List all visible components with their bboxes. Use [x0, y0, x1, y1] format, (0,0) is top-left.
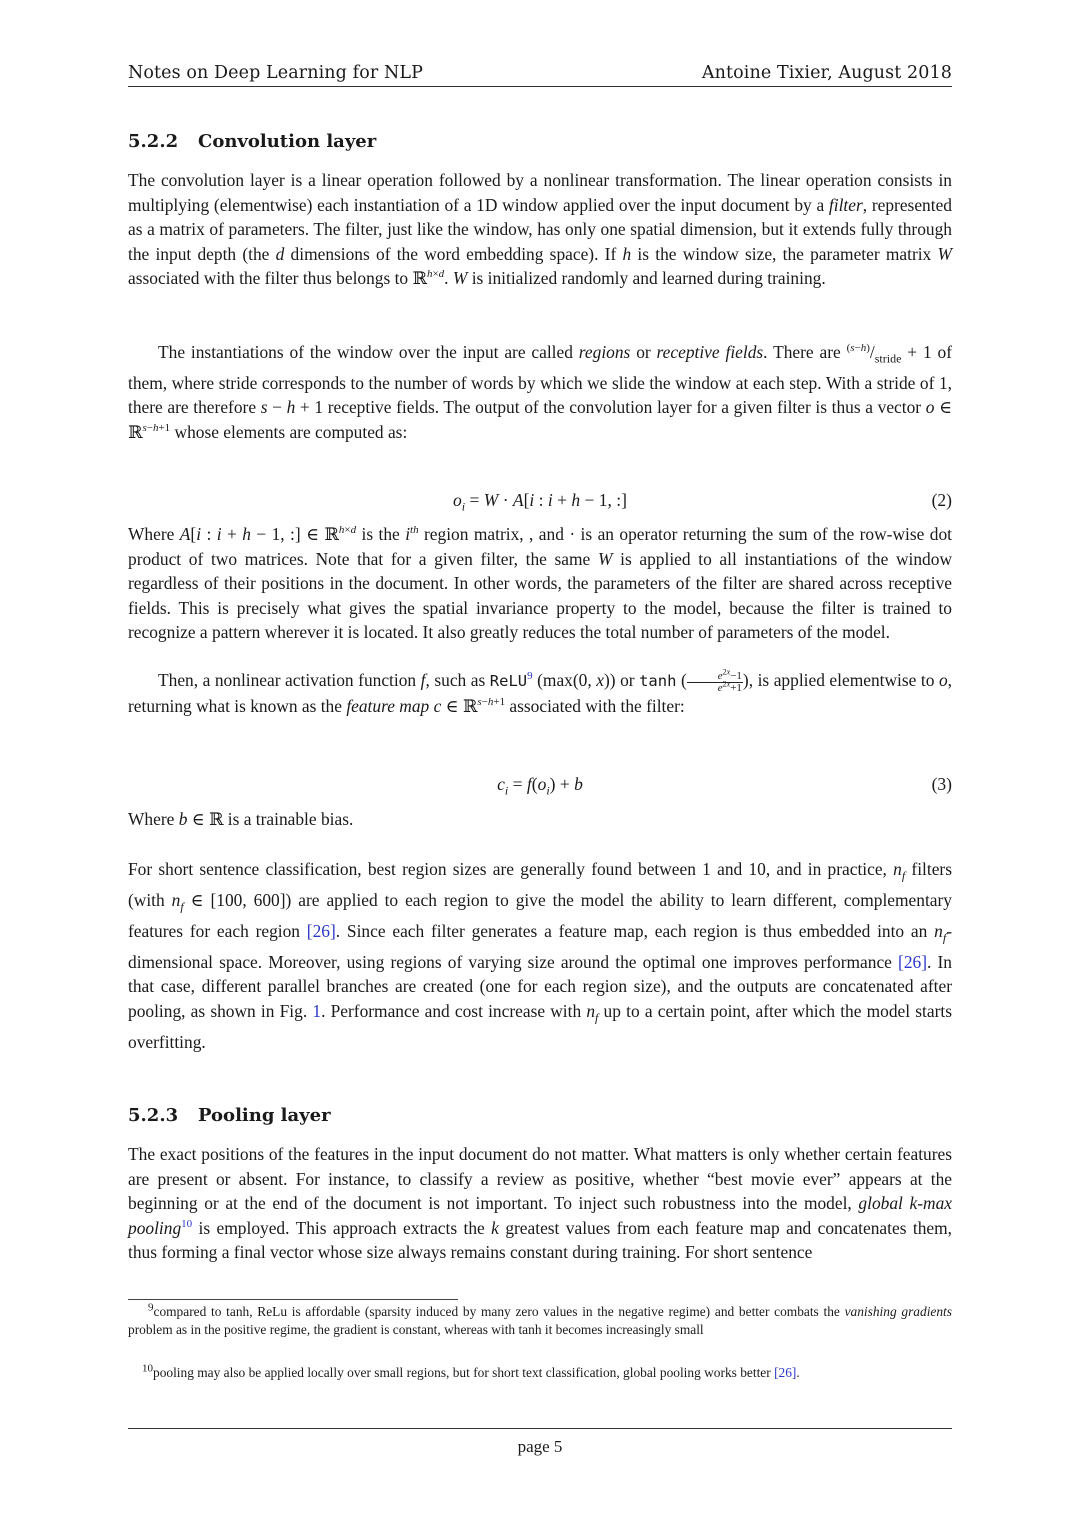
page-number: page 5 [517, 1437, 563, 1456]
equation-2 [128, 487, 952, 513]
footnote-10: $^{10}$pooling may also be applied locally over small regions, but for short text classification, global pooling works better [26]. [142, 1362, 800, 1380]
footnote-rule [128, 1299, 458, 1300]
paragraph-region-sizes: For short sentence classification, best region sizes are generally found between 1 and 10, and in practice, $n_f$ filters (with $n_f$ ∈ [100, 600]) are applied to each region to give the model the ability to learn different, complementary features for each region [26]. Since each filter generates a feature map, each region is thus embedded into an $n_f$-dimensional space. Moreover, using regions of varying size around the optimal one improves performance [26]. In that case, different parallel branches are created (one for each region size), and the outputs are concatenated after pooling, as shown in Fig. 1. Performance and cost increase with $n_f$ up to a certain point, after which the model starts overfitting. [128, 859, 953, 1052]
paragraph-receptive-fields: The instantiations of the window over the input are called regions or receptive fields. There are $^{(s-h)}/_{stride} + 1$ of them, where stride corresponds to the number of words by which we slide the window at each step. With a stride of 1, there are therefore s − h + 1 receptive fields. The output of the convolution layer for a given filter is thus a vector o ∈ ℝ$^{s-h+1}$ whose elements are computed as: [128, 342, 952, 442]
section-heading-convolution: 5.2.2 Convolution layer [128, 131, 377, 152]
equation-3-number: (3) [931, 774, 952, 794]
equation-2-number: (2) [931, 490, 952, 510]
header-rule [128, 86, 952, 87]
running-header [128, 62, 952, 84]
section-heading-pooling: 5.2.3 Pooling layer [128, 1105, 331, 1126]
header-left: Notes on Deep Learning for NLP [128, 63, 423, 83]
paragraph-region-matrix: Where A[i : i + h − 1, :] ∈ ℝ$^{h\times d}$ is the $i^{th}$ region matrix, , and · is an operator returning the sum of the row-wise dot product of two matrices. Note that for a given filter, the same W is applied to all instantiations of the window regardless of their positions in the document. In other words, the parameters of the filter are shared across receptive fields. This is precisely what gives the spatial invariance property to the model, because the filter is trained to recognize a pattern wherever it is located. It also greatly reduces the total number of parameters of the model. [128, 524, 953, 642]
footnote-9: $^9$compared to tanh, ReLu is affordable (sparsity induced by many zero values in the negative regime) and better combats the vanishing gradients problem as in the positive regime, the gradient is constant, whereas with tanh it becomes increasingly small [128, 1301, 952, 1337]
equation-3-body: $c_i = f(o_i) + b$ [497, 774, 583, 798]
footnote-10-citation[interactable]: [26] [774, 1365, 797, 1380]
header-right: Antoine Tixier, August 2018 [701, 63, 952, 83]
footer-rule [128, 1428, 952, 1429]
paragraph-activation: Then, a nonlinear activation function f, such as ReLU$^9$ (max(0, x)) or tanh ( $\frac{e^{2x}-1}{e^{2x}+1}$ ), is applied elementwise to o, returning what is known as the feature map c ∈ ℝ$^{s-h+1}$ associated with the filter: [128, 666, 952, 716]
paragraph-bias: Where b ∈ ℝ is a trainable bias. [128, 809, 354, 829]
equation-3 [128, 771, 952, 797]
paragraph-convolution-intro: The convolution layer is a linear operation followed by a nonlinear transformation. The linear operation consists in multiplying (elementwise) each instantiation of a 1D window applied over the input document by a filter, represented as a matrix of parameters. The filter, just like the window, has only one spatial dimension, but it extends fully through the input depth (the d dimensions of the word embedding space). If h is the window size, the parameter matrix W associated with the filter thus belongs to ℝ$^{h\times d}$. W is initialized randomly and learned during training. [128, 170, 952, 288]
paragraph-pooling: The exact positions of the features in the input document do not matter. What matters is only whether certain features are present or absent. For instance, to classify a review as positive, whether “best movie ever” appears at the beginning or at the end of the document is not important. To inject such robustness into the model, global k-max pooling$^{10}$ is employed. This approach extracts the k greatest values from each feature map and concatenates them, thus forming a final vector whose size always remains constant during training. For short sentence [128, 1144, 952, 1262]
equation-2-body: $o_i = W \cdot A[i$ : i + h − 1, :] [453, 490, 627, 514]
paper-page [128, 0, 952, 1527]
